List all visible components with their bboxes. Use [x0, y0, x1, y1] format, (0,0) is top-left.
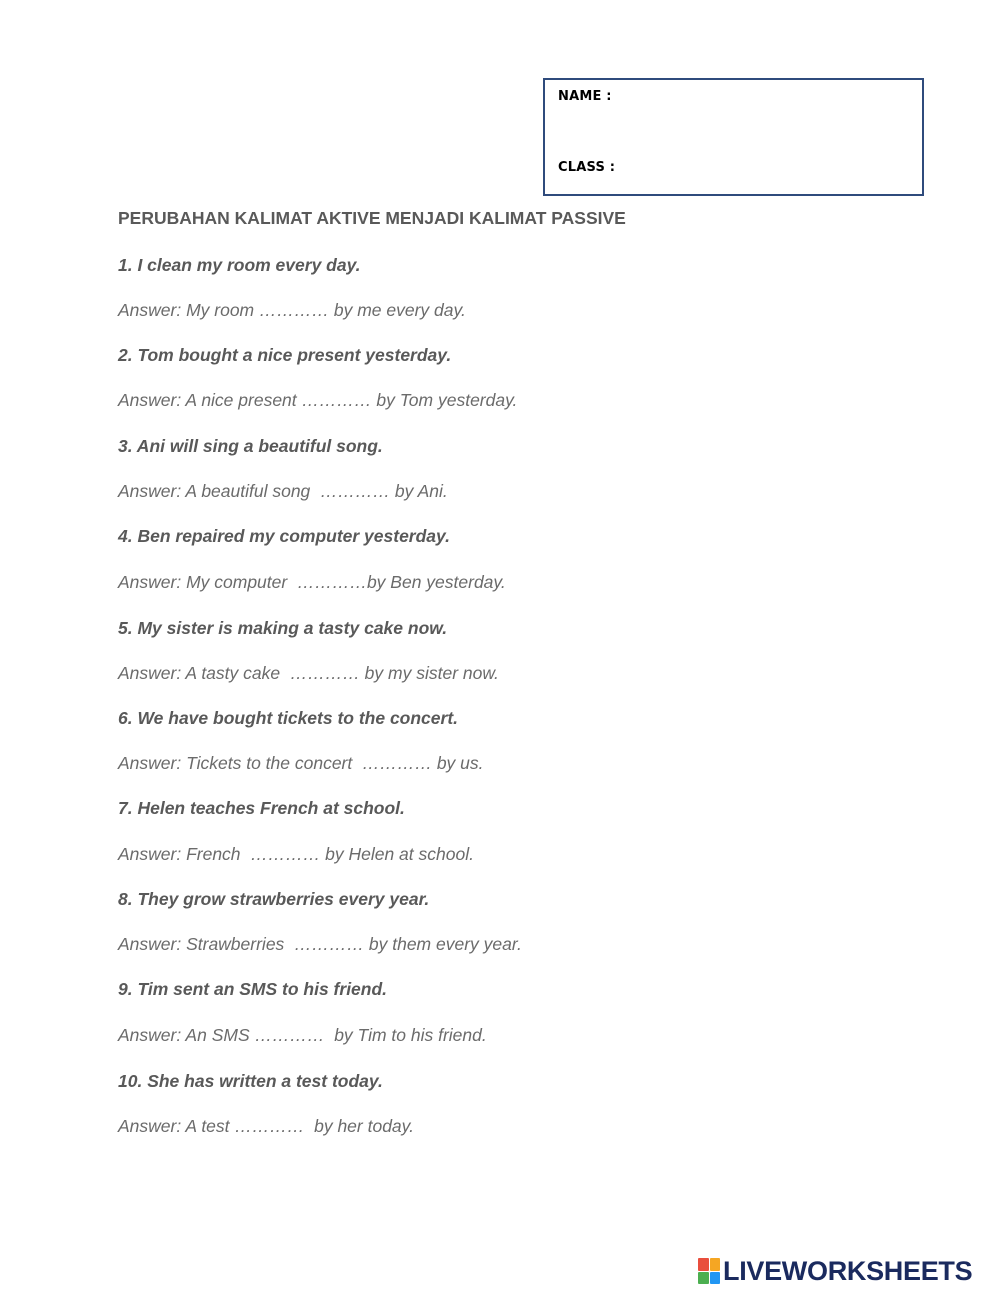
answer-5: Answer: A tasty cake ………… by my sister now.: [118, 663, 499, 683]
answer-2: Answer: A nice present ………… by Tom yesterday.: [118, 390, 518, 410]
answer-4: Answer: My computer …………by Ben yesterday.: [118, 572, 506, 592]
worksheet-title: PERUBAHAN KALIMAT AKTIVE MENJADI KALIMAT PASSIVE: [118, 208, 626, 228]
question-1: 1. I clean my room every day.: [118, 255, 361, 275]
question-10: 10. She has written a test today.: [118, 1071, 383, 1091]
question-8: 8. They grow strawberries every year.: [118, 889, 430, 909]
answer-9: Answer: An SMS ………… by Tim to his friend.: [118, 1025, 487, 1045]
answer-10: Answer: A test ………… by her today.: [118, 1116, 414, 1136]
logo-cell-2: [710, 1258, 721, 1271]
answer-7: Answer: French ………… by Helen at school.: [118, 844, 474, 864]
answer-3: Answer: A beautiful song ………… by Ani.: [118, 481, 448, 501]
question-2: 2. Tom bought a nice present yesterday.: [118, 345, 452, 365]
logo-cell-1: [698, 1258, 709, 1271]
name-class-box: [543, 78, 924, 196]
liveworksheets-logo-icon: [698, 1258, 720, 1284]
answer-1: Answer: My room ………… by me every day.: [118, 300, 466, 320]
question-7: 7. Helen teaches French at school.: [118, 798, 405, 818]
answer-6: Answer: Tickets to the concert ………… by us.: [118, 753, 484, 773]
question-9: 9. Tim sent an SMS to his friend.: [118, 979, 388, 999]
answer-8: Answer: Strawberries ………… by them every year.: [118, 934, 522, 954]
logo-cell-3: [698, 1272, 709, 1285]
class-label: CLASS :: [558, 160, 616, 175]
liveworksheets-brand: [698, 1256, 972, 1286]
brand-text: LIVEWORKSHEETS: [723, 1256, 973, 1286]
question-4: 4. Ben repaired my computer yesterday.: [118, 526, 450, 546]
logo-cell-4: [710, 1272, 721, 1285]
question-5: 5. My sister is making a tasty cake now.: [118, 618, 448, 638]
name-label: NAME :: [558, 89, 612, 104]
question-6: 6. We have bought tickets to the concert.: [118, 708, 459, 728]
question-3: 3. Ani will sing a beautiful song.: [118, 436, 383, 456]
